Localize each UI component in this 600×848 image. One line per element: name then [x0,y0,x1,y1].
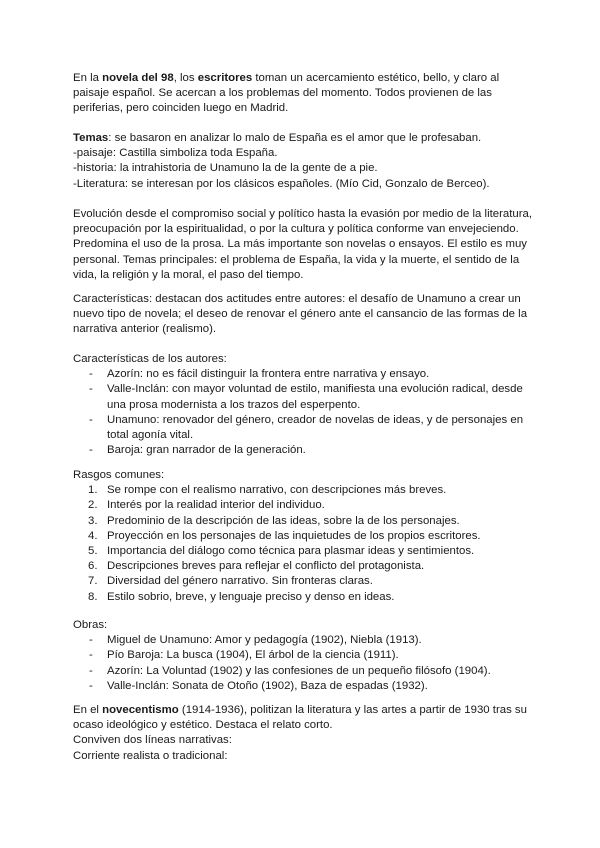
temas-label: Temas [73,132,109,144]
obras-list [73,633,533,694]
rasgos-heading: Rasgos comunes: [73,469,165,481]
evolucion-paragraph: Evolución desde el compromiso social y político hasta la evasión por medio de la literatura, preocupación por la espiritualidad, o por la cultura y política conforme van envejeciendo. Predomina el uso de la prosa. La más importante son novelas o ensayos. El estilo es muy personal. Temas principales: el problema de España, la vida y la muerte, el sentido de la vida, la religión y la moral, el paso del tiempo. [73,208,533,281]
temas-section: Temas: se basaron en analizar lo malo de España es el amor que le profesaban. -paisaje: Castilla simboliza toda España. -historia: la intrahistoria de Unamuno la de la gente de a pie. -Literatura: se interesan por los clásicos españoles. (Mío Cid, Gonzalo de Berceo). [73,131,533,192]
intro-paragraph: En la novela del 98, los escritores toman un acercamiento estético, bello, y claro al paisaje español. Se acercan a los problemas del momento. Todos provienen de las periferias, pero coinciden luego en Madrid. [73,72,500,115]
list-item: 2. Interés por la realidad interior del individuo. [88,499,325,512]
novecentismo-line: Conviven dos líneas narrativas: [73,734,232,747]
list-item: 5. Importancia del diálogo como técnica para plasmar ideas y sentimientos. [88,545,475,558]
obras-heading: Obras: [73,619,108,631]
term-novecentismo: novecentismo [102,704,179,716]
list-item: 4. Proyección en los personajes de las inquietudes de los propios escritores. [88,529,481,542]
tema-line: -historia: la intrahistoria de Unamuno la de la gente de a pie. [73,162,378,175]
list-item: 7. Diversidad del género narrativo. Sin fronteras claras. [88,575,373,588]
term-escritores: escritores [197,72,253,84]
novecentismo-line: Corriente realista o tradicional: [73,749,228,762]
autores-list [73,367,533,458]
term-novela-del-98: novela del 98 [102,72,174,84]
novecentismo-section: En el novecentismo (1914-1936), politizan la literatura y las artes a partir de 1930 tras su ocaso ideológico y estético. Destaca el relato corto. Conviven dos líneas narrativas: Corriente realista o tradicional: [73,703,533,764]
list-item: - Pío Baroja: La busca (1904), El árbol de la ciencia (1911). [89,649,399,662]
autores-heading: Características de los autores: [73,353,227,365]
list-item: - Azorín: no es fácil distinguir la frontera entre narrativa y ensayo. [89,368,430,381]
list-item: - Unamuno: renovador del género, creador de novelas de ideas, y de personajes en total agonía vital. [89,413,524,442]
autores-section [73,352,533,458]
list-item: - Valle-Inclán: con mayor voluntad de estilo, manifiesta una evolución radical, desde una prosa modernista a los trazos del esperpento. [89,383,523,411]
list-item: - Miguel de Unamuno: Amor y pedagogía (1902), Niebla (1913). [89,634,422,647]
list-item: 3. Predominio de la descripción de las ideas, sobre la de los personajes. [88,514,460,527]
list-item: - Azorín: La Voluntad (1902) y las confesiones de un pequeño filósofo (1904). [89,664,491,677]
list-item: - Baroja: gran narrador de la generación. [89,444,306,457]
list-item: - Valle-Inclán: Sonata de Otoño (1902), Baza de espadas (1932). [89,679,428,692]
list-item: 6. Descripciones breves para reflejar el conflicto del protagonista. [88,560,425,573]
list-item: 8. Estilo sobrio, breve, y lenguaje preciso y denso en ideas. [88,590,395,603]
list-item: 1. Se rompe con el realismo narrativo, con descripciones más breves. [88,484,447,497]
tema-line: -Literatura: se interesan por los clásicos españoles. (Mío Cid, Gonzalo de Berceo). [73,177,490,190]
obras-section [73,618,533,694]
tema-line: -paisaje: Castilla simboliza toda España. [73,147,278,160]
rasgos-section [73,468,533,605]
rasgos-list [73,483,533,605]
caracteristicas-paragraph: Características: destacan dos actitudes entre autores: el desafío de Unamuno a crear un nuevo tipo de novela; el deseo de renovar el género ante el cansancio de las formas de la narrativa anterior (realismo). [73,293,528,336]
